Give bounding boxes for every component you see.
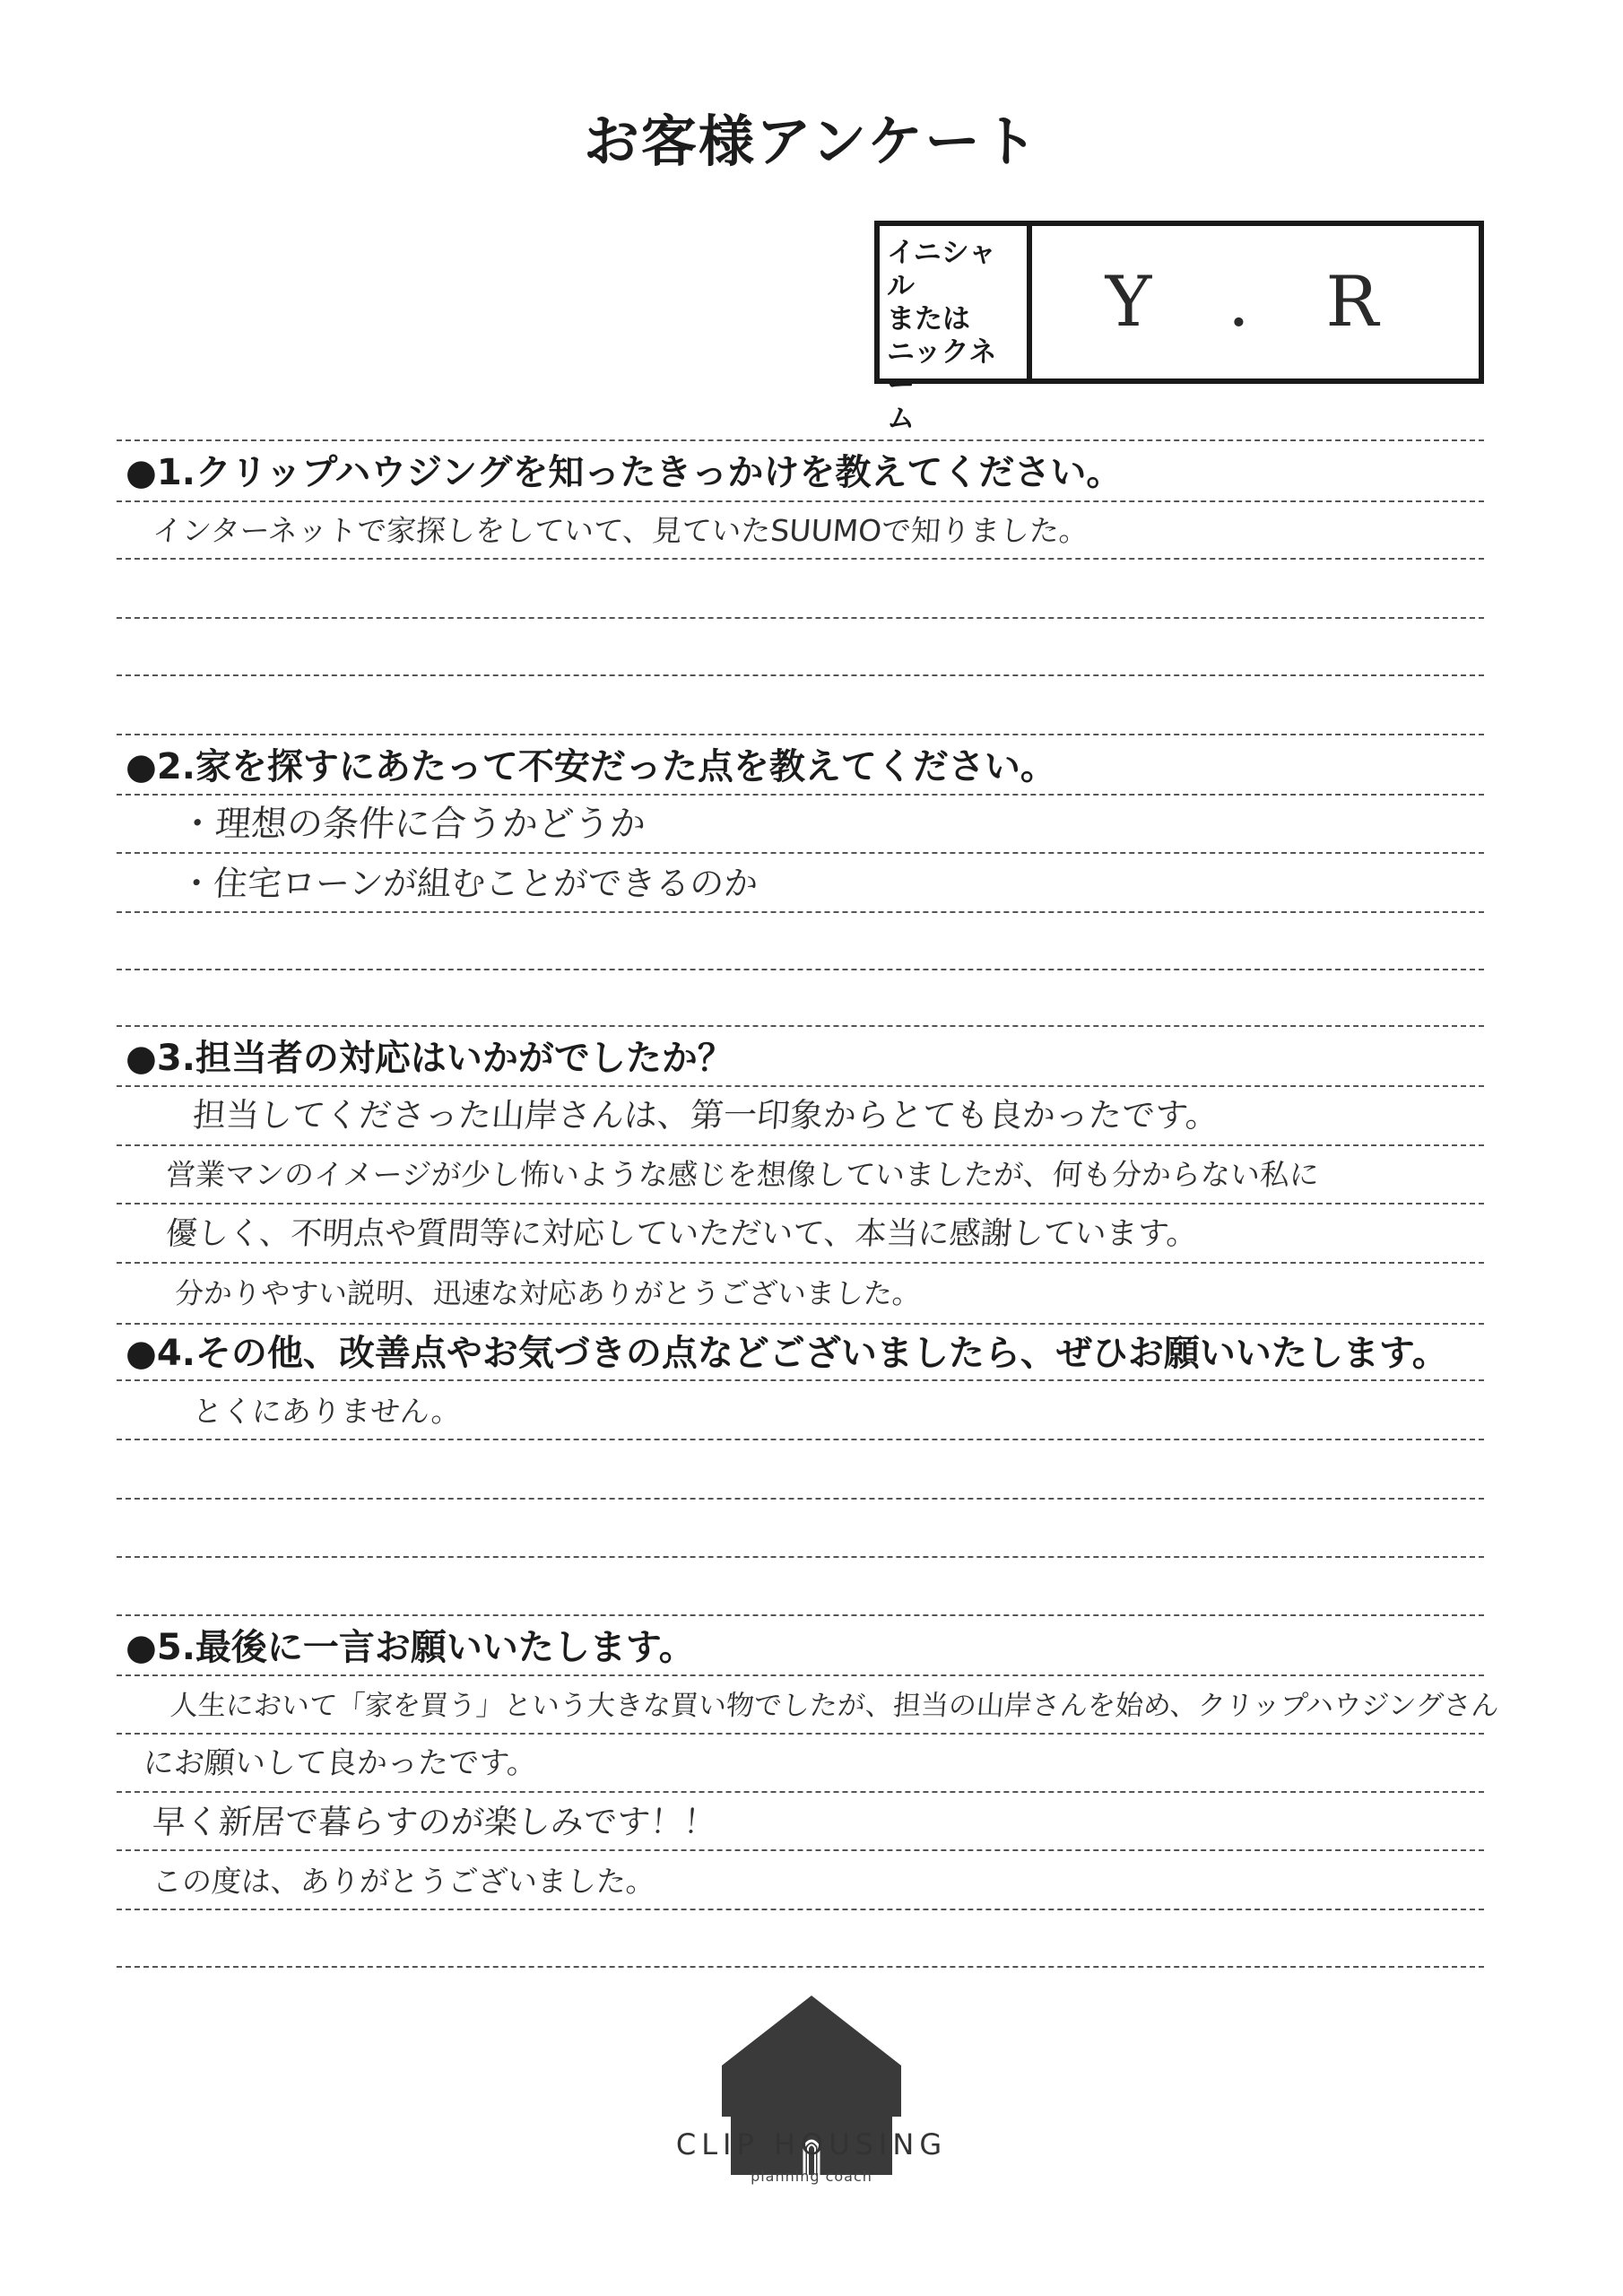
- ruled-line: [117, 969, 1484, 970]
- ruled-line: [117, 439, 1484, 441]
- ruled-line: [117, 1674, 1484, 1676]
- answer-3-line-3: 優しく、不明点や質問等に対応していただいて、本当に感謝しています。: [164, 1216, 1200, 1252]
- question-5: ●5.最後に一言お願いいたします。: [126, 1627, 695, 1668]
- ruled-line: [117, 1556, 1484, 1558]
- ruled-line: [117, 558, 1484, 560]
- ruled-line: [117, 1498, 1484, 1500]
- answer-2-line-1: ・理想の条件に合うかどうか: [178, 804, 647, 845]
- ruled-line: [117, 1203, 1484, 1205]
- question-3: ●3.担当者の対応はいかがでしたか？: [126, 1038, 733, 1079]
- answer-1-line-1: インターネットで家探しをしていて、見ていたSUUMOで知りました。: [151, 513, 1090, 548]
- ruled-line: [117, 1379, 1484, 1381]
- ruled-line: [117, 1909, 1484, 1910]
- ruled-line: [117, 1144, 1484, 1146]
- ruled-line: [117, 734, 1484, 735]
- ruled-line: [117, 911, 1484, 913]
- ruled-line: [117, 1849, 1484, 1851]
- ruled-line: [117, 1085, 1484, 1087]
- ruled-line: [117, 794, 1484, 796]
- ruled-line: [117, 1025, 1484, 1027]
- ruled-line: [117, 1323, 1484, 1325]
- answer-3-line-1: 担当してくださった山岸さんは、第一印象からとても良かったです。: [191, 1096, 1220, 1135]
- answer-5-line-1: 人生において「家を買う」という大きな買い物でしたが、担当の山岸さんを始め、クリップハウジングさん: [169, 1690, 1500, 1722]
- brand-tagline: planning coach: [751, 2168, 872, 2185]
- ruled-line: [117, 1966, 1484, 1968]
- ruled-line: [117, 1262, 1484, 1264]
- page-title: お客様アンケート: [583, 109, 1040, 174]
- answer-5-line-4: この度は、ありがとうございました。: [151, 1864, 657, 1899]
- initials-value: Y . R: [1105, 262, 1406, 343]
- answer-3-line-4: 分かりやすい説明、迅速な対応ありがとうございました。: [173, 1276, 923, 1310]
- question-4: ●4.その他、改善点やお気づきの点などございましたら、ぜひお願いいたします。: [126, 1333, 1448, 1374]
- answer-3-line-2: 営業マンのイメージが少し怖いような感じを想像していましたが、何も分からない私に: [164, 1157, 1321, 1192]
- answer-5-line-2: にお願いして良かったです。: [142, 1745, 539, 1781]
- ruled-line: [117, 500, 1484, 502]
- question-1: ●1.クリップハウジングを知ったきっかけを教えてください。: [126, 452, 1123, 493]
- question-2: ●2.家を探すにあたって不安だった点を教えてください。: [126, 746, 1056, 787]
- initials-box: [874, 221, 1484, 435]
- ruled-line: [117, 617, 1484, 619]
- answer-4-line-1: とくにありません。: [191, 1394, 463, 1429]
- ruled-line: [117, 1791, 1484, 1793]
- initials-label: イニシャル または ニックネー ム: [880, 226, 1032, 378]
- ruled-line: [117, 852, 1484, 854]
- answer-5-line-3: 早く新居で暮らすのが楽しみです！！: [151, 1803, 718, 1841]
- ruled-line: [117, 674, 1484, 676]
- ruled-line: [117, 1733, 1484, 1735]
- brand-name: CLIP HOUSING: [675, 2127, 948, 2161]
- ruled-line: [117, 1439, 1484, 1440]
- answer-2-line-2: ・住宅ローンが組むことができるのか: [178, 864, 759, 903]
- ruled-line: [117, 1614, 1484, 1616]
